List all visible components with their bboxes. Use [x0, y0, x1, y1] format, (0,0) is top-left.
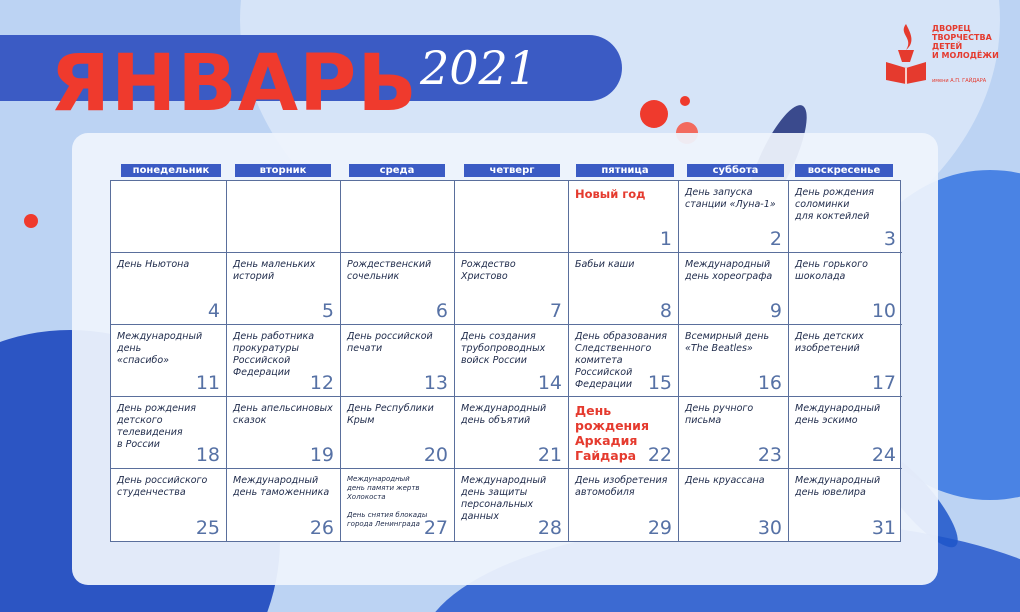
calendar-day-cell [111, 325, 227, 397]
day-number: 18 [195, 444, 220, 466]
year-title: 2021 [420, 41, 538, 95]
calendar-empty-cell [111, 181, 227, 253]
day-number: 8 [659, 300, 672, 322]
calendar-day-cell [569, 397, 679, 469]
weekday-header-tuesday: вторник [235, 164, 331, 177]
logo-subtext: имени А.П. ГАЙДАРА [932, 78, 987, 84]
day-number: 1 [659, 228, 672, 250]
day-event: Международный день «спасибо» [117, 331, 203, 366]
calendar-day-cell [789, 325, 902, 397]
day-number: 25 [195, 517, 220, 539]
calendar-day-cell [455, 469, 569, 541]
day-number: 11 [195, 372, 220, 394]
day-number: 31 [871, 517, 896, 539]
calendar-grid [110, 180, 901, 542]
weekday-header-friday: пятница [576, 164, 674, 177]
calendar-day-cell [341, 253, 455, 325]
day-event: День создания трубопроводных войск России [461, 331, 546, 366]
day-event: День российского студенчества [117, 475, 208, 498]
day-number: 28 [537, 517, 562, 539]
day-number: 26 [309, 517, 334, 539]
calendar-day-cell [679, 253, 789, 325]
day-number: 3 [883, 228, 896, 250]
calendar-day-cell [569, 325, 679, 397]
day-event: Международный день объятий [461, 403, 547, 426]
day-event: День рождения соломинки для коктейлей [795, 187, 875, 222]
day-event: День Республики Крым [347, 403, 434, 426]
weekday-header-monday: понедельник [121, 164, 221, 177]
day-event: День ручного письма [685, 403, 754, 426]
calendar-day-cell [569, 253, 679, 325]
day-event: День маленьких историй [233, 259, 316, 282]
calendar-day-cell [455, 397, 569, 469]
day-number: 17 [871, 372, 896, 394]
calendar-day-cell [569, 469, 679, 541]
weekday-header-thursday: четверг [464, 164, 560, 177]
day-number: 7 [549, 300, 562, 322]
day-number: 23 [757, 444, 782, 466]
torch-book-icon [884, 22, 928, 84]
day-number: 24 [871, 444, 896, 466]
day-number: 4 [207, 300, 220, 322]
calendar-day-cell [111, 397, 227, 469]
calendar-day-cell [455, 253, 569, 325]
calendar-day-cell [111, 253, 227, 325]
calendar-day-cell [789, 181, 902, 253]
calendar-day-cell [679, 181, 789, 253]
day-number: 22 [647, 444, 672, 466]
day-event: День изобретения автомобиля [575, 475, 668, 498]
day-number: 12 [309, 372, 334, 394]
day-event: День горького шоколада [795, 259, 868, 282]
day-number: 19 [309, 444, 334, 466]
calendar-day-cell [789, 253, 902, 325]
day-number: 21 [537, 444, 562, 466]
day-event: Новый год [575, 187, 646, 201]
calendar-day-cell [679, 325, 789, 397]
calendar-day-cell [341, 397, 455, 469]
day-event: День запуска станции «Луна-1» [685, 187, 776, 210]
calendar-day-cell [227, 397, 341, 469]
weekday-header-sunday: воскресенье [795, 164, 893, 177]
calendar-day-cell [789, 397, 902, 469]
day-event: Международный день таможенника [233, 475, 330, 498]
calendar-day-cell [679, 397, 789, 469]
calendar-empty-cell [341, 181, 455, 253]
day-number: 20 [423, 444, 448, 466]
day-number: 5 [321, 300, 334, 322]
calendar-empty-cell [455, 181, 569, 253]
day-number: 29 [647, 517, 672, 539]
day-number: 9 [769, 300, 782, 322]
day-event: День Ньютона [117, 259, 190, 270]
day-event: День рождения Аркадия Гайдара [575, 403, 649, 463]
day-number: 27 [423, 517, 448, 539]
calendar-day-cell [341, 325, 455, 397]
calendar-day-cell [679, 469, 789, 541]
calendar-day-cell [455, 325, 569, 397]
weekday-header-wednesday: среда [349, 164, 445, 177]
day-event: День образования Следственного комитета Российской Федерации [575, 331, 668, 390]
day-number: 30 [757, 517, 782, 539]
day-event: Международный день эскимо [795, 403, 881, 426]
decor-dot-red [680, 96, 690, 106]
day-event: День апельсиновых сказок [233, 403, 333, 426]
palace-logo [884, 22, 1014, 92]
day-event: Международный день ювелира [795, 475, 881, 498]
day-event: День российской печати [347, 331, 433, 354]
day-event: Международный день памяти жертв Холокоста День снятия блокады города Ленинграда [347, 475, 428, 528]
day-event: День рождения детского телевидения в России [117, 403, 197, 450]
month-title: ЯНВАРЬ [50, 39, 418, 129]
day-event: Всемирный день «The Beatles» [685, 331, 770, 354]
day-number: 16 [757, 372, 782, 394]
calendar-day-cell [111, 469, 227, 541]
day-event: Международный день защиты персональных данных [461, 475, 547, 522]
calendar-day-cell [227, 325, 341, 397]
day-event: День детских изобретений [795, 331, 864, 354]
day-number: 13 [423, 372, 448, 394]
day-number: 15 [647, 372, 672, 394]
calendar-day-cell [341, 469, 455, 541]
logo-text: ДВОРЕЦ ТВОРЧЕСТВА ДЕТЕЙ И МОЛОДЁЖИ [932, 24, 999, 60]
day-number: 2 [769, 228, 782, 250]
day-event: Рождественский сочельник [347, 259, 432, 282]
calendar-day-cell [227, 469, 341, 541]
calendar-day-cell [789, 469, 902, 541]
day-number: 6 [435, 300, 448, 322]
day-number: 14 [537, 372, 562, 394]
calendar-day-cell [569, 181, 679, 253]
day-event: Рождество Христово [461, 259, 516, 282]
calendar-empty-cell [227, 181, 341, 253]
decor-dot-red [640, 100, 668, 128]
decor-dot-red [24, 214, 38, 228]
weekday-header-saturday: суббота [687, 164, 784, 177]
day-event: День круассана [685, 475, 765, 486]
day-event: День работника прокуратуры Российской Федерации [233, 331, 315, 378]
calendar-day-cell [227, 253, 341, 325]
day-event: Бабьи каши [575, 259, 635, 270]
day-event: Международный день хореографа [685, 259, 773, 282]
day-number: 10 [871, 300, 896, 322]
